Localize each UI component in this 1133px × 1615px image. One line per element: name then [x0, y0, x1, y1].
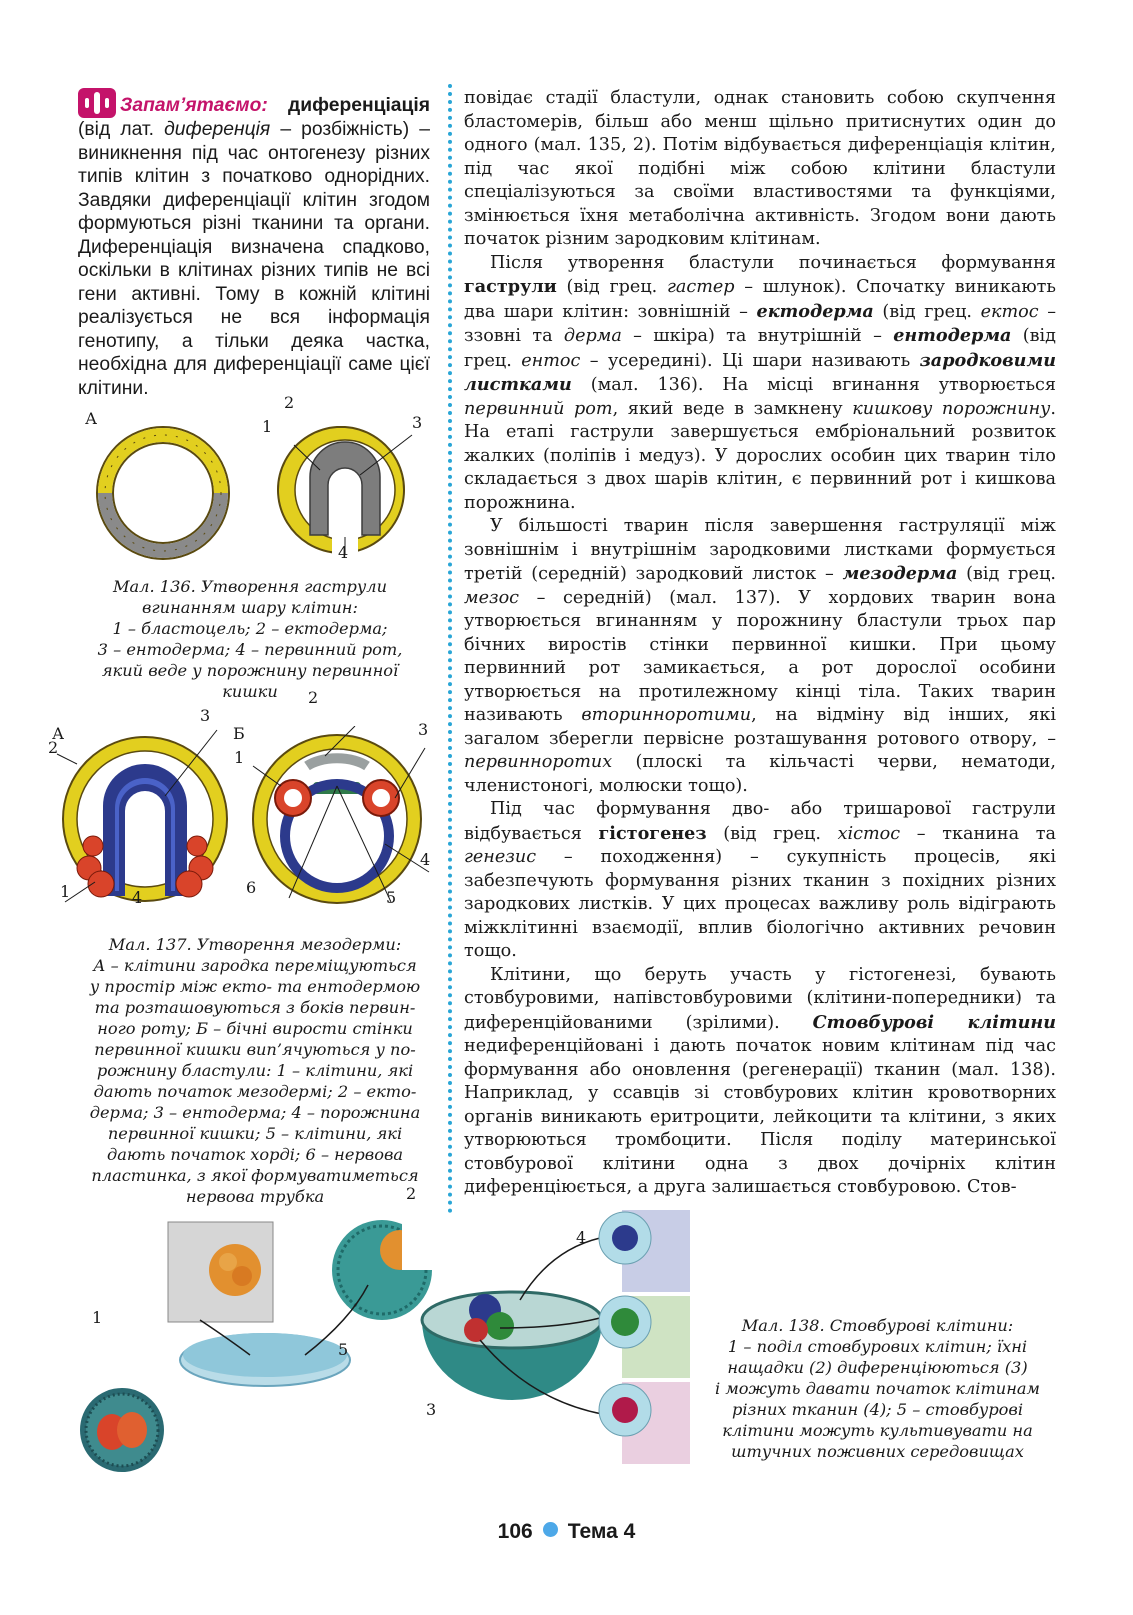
fig136-num-3: 3 — [412, 413, 423, 432]
fig136-caption: Мал. 136. Утворення гаструли вгинанням шару клітин: 1 – бластоцель; 2 – ектодерма; 3 – ентодерма; 4 – первинний рот, який веде у порожнину первинної кишки — [97, 577, 403, 701]
figure-137 — [40, 688, 450, 922]
figure-138 — [50, 1184, 690, 1500]
paragraph-4: Під час формування дво- або тришарової гаструли відбувається гістогенез (від грец. хістос – тканина та генезис – походження) – сукупність процесів, які забезпечують формування різних тканин з похідних різних зародкових листків. У цих процесах важливу роль відіграють міжклітинні взаємодії, вплив біологічно активних речовин тощо. — [464, 799, 1056, 961]
fig137-caption: Мал. 137. Утворення мезодерми: А – клітини зародка переміщуються у простір між екто- та ентодермою та розташовуються з боків первин- ного роту; Б – бічні вирости стінки первинної кишки вип’ячуються у по- рожнину бластули: 1 – клітини, які дають початок мезодермі; 2 – екто- дерма; 3 – ентодерма; 4 – порожнина первинної кишки; 5 – клітини, які дають початок хорді; 6 – нервова пластинка, з якої формуватиметься нервова трубка — [89, 935, 421, 1206]
page-number: 106 — [497, 1520, 533, 1543]
fig137-a-num-1: 1 — [60, 882, 71, 901]
mesoderm-diagram-b — [245, 726, 430, 912]
remember-paren-start: (від лат. — [78, 119, 165, 140]
fig137-a-num-4: 4 — [132, 888, 143, 907]
fig137-label-b: Б — [233, 724, 245, 743]
remember-paren-end: – розбіжність) – — [270, 119, 430, 140]
fig136-num-2: 2 — [284, 393, 295, 412]
fig138-num-5: 5 — [338, 1340, 349, 1359]
topic-label: Тема 4 — [567, 1520, 636, 1543]
paragraph-1: повідає стадії бластули, однак становить собою скупчення бластомерів, більш або менш щільно притиснутих один до одного (мал. 135, 2). Потім відбувається диференціація клітин, під час якої подібні між собою клітини бластули спеціалізуються за своїми властивостями та функціями, змінюється їхня метаболічна активність. Згодом вони дають початок різним зародковим клітинам. — [464, 88, 1056, 249]
fig137-b-num-2: 2 — [308, 688, 319, 707]
paragraph-3: У більшості тварин після завершення гаструляції між зовнішнім і внутрішнім зародковими листками формується третій (середній) зародковий листок – мезодерма (від грец. мезос – середній) (мал. 137). У хордових тварин вона утворюється вгинанням у порожнину бластули трьох пар бічних виростів стінки первинної кишки. При цьому первинний рот замикається, а рот дорослої особини утворюється на протилежному кінці тіла. Таких тварин називають вторинноротими, на відміну від інших, які загалом зберегли первісне розташування ротового отвору, – первинноротих (плоскі та кільчасті черви, нематоди, членистоногі, молюски тощо). — [464, 516, 1056, 796]
fig137-a-num-3: 3 — [200, 706, 211, 725]
bullet-icon — [543, 1522, 558, 1537]
fig137-b-num-6: 6 — [246, 878, 257, 897]
fig137-b-num-4: 4 — [420, 850, 431, 869]
remember-paren-term: диференція — [164, 119, 271, 140]
fig137-a-num-2: 2 — [48, 738, 59, 757]
fig136-num-1: 1 — [262, 417, 273, 436]
fig138-num-3: 3 — [426, 1400, 437, 1419]
main-text — [464, 87, 1056, 1200]
mesoderm-diagram-a — [55, 726, 235, 912]
remember-label: Запам’ятаємо: — [120, 95, 268, 116]
fig137-label-a: А — [52, 724, 65, 743]
remember-icon — [78, 88, 116, 118]
fig138-caption: Мал. 138. Стовбурові клітини: 1 – поділ стовбурових клітин; їхні нащадки (2) диференціюються (3) і можуть давати початок клітинам різних тканин (4); 5 – стовбурові клітини можуть культивувати на штучних поживних середовищах — [715, 1316, 1040, 1461]
remember-box — [78, 88, 430, 400]
fig138-num-1: 1 — [92, 1308, 103, 1327]
remember-term: диференціація — [288, 95, 430, 116]
stem-cells-illustration — [50, 1210, 690, 1500]
page-footer — [0, 1520, 1133, 1544]
remember-body: виникнення під час онтогенезу різних типів клітин з початково однорідних. Завдяки диференціації клітин згодом формуються різні тканини та органи. Диференціація визначена спадково, оскільки в клітинах різних типів не всі гени активні. Тому в кожній клітині реалізується не вся інформація генотипу, а тільки деяка частка, необхідна для диференціації саме цієї клітини. — [78, 142, 430, 399]
paragraph-2: Після утворення бластули починається формування гаструли (від грец. гастер – шлунок). Спочатку виникають два шари клітин: зовнішній – ектодерма (від грец. ектос – ззовні та дерма – шкіра) та внутрішній – ентодерма (від грец. ентос – усередині). Ці шари називають зародковими листками (мал. 136). На місці вгинання утворюється первинний рот, який веде в замкнену кишкову порожнину. На етапі гаструли завершується ембріональний розвиток жалких (поліпів і медуз). У дорослих особин цих тварин тіло складається з двох шарів клітин, є первинний рот і кишкова порожнина. — [464, 252, 1057, 513]
fig137-b-num-5: 5 — [386, 888, 397, 907]
paragraph-5: Клітини, що беруть участь у гістогенезі, бувають стовбуровими, напівстовбуровими (клітини-попередники) та диференційованими (зрілими). Стовбурові клітини недиференційовані і дають початок новим клітинам під час формування або оновлення (регенерації) тканин (мал. 138). Наприклад, у ссавців зі стовбурових клітин кровотворних органів виникають еритроцити, лейкоцити та клітини, з яких утворюються тромбоцити. Після поділу материнської стовбурової клітини одна з двох дочірніх клітин диференціюється, а друга залишається стовбуровою. Стов- — [464, 964, 1057, 1197]
fig136-label-a: А — [85, 409, 98, 428]
fig137-b-num-3: 3 — [418, 720, 429, 739]
fig136-num-4: 4 — [338, 543, 349, 562]
fig138-num-4: 4 — [576, 1228, 587, 1247]
column-divider — [448, 84, 452, 1214]
figure-136 — [60, 393, 440, 575]
blastula-diagram — [78, 413, 248, 571]
fig137-b-num-1: 1 — [234, 748, 245, 767]
fig138-num-2: 2 — [406, 1184, 417, 1203]
